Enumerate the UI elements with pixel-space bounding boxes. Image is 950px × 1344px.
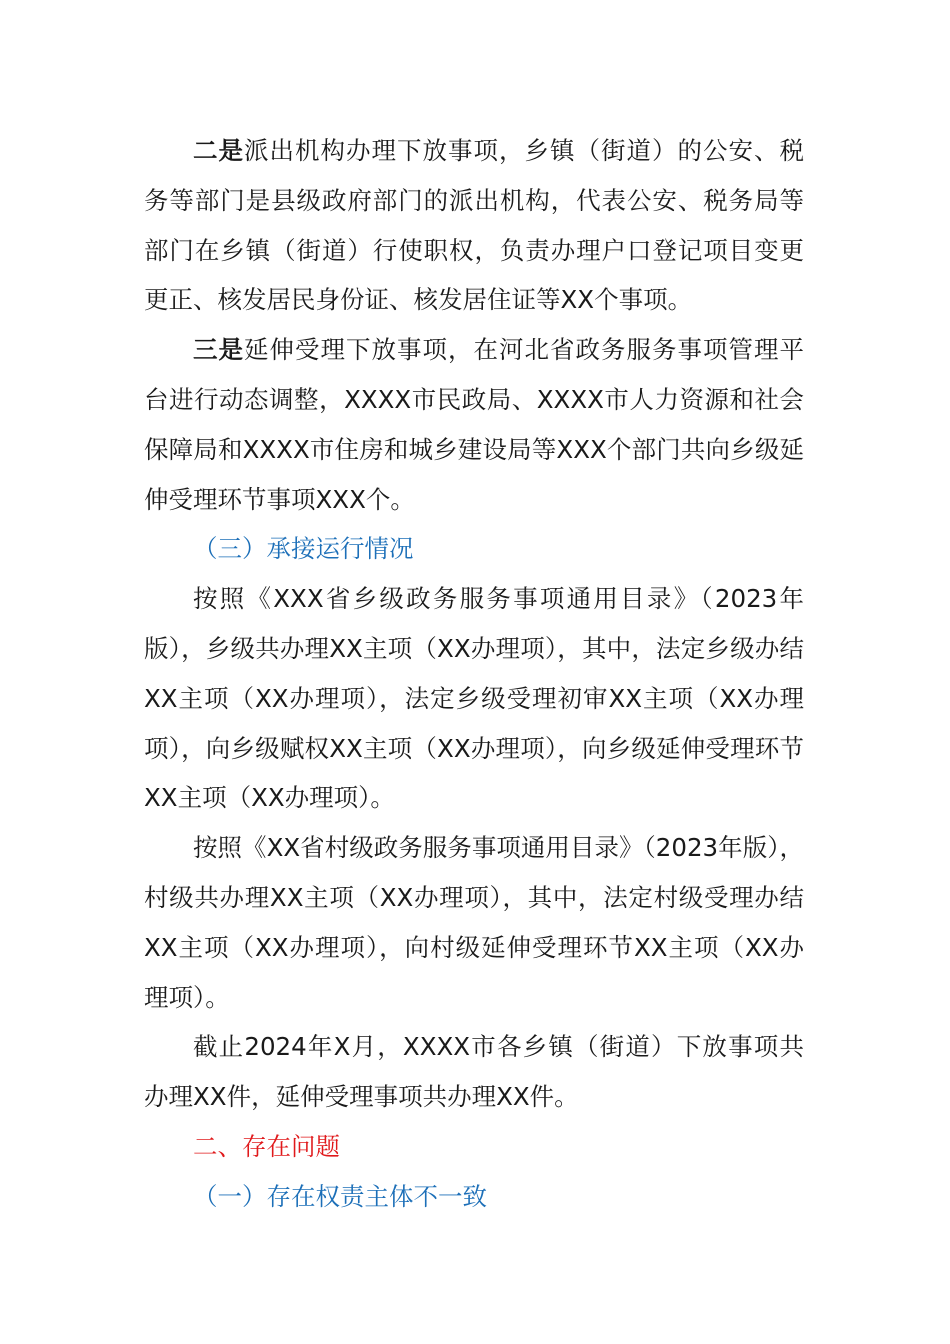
paragraph-2 [144,126,804,325]
body-paragraph: 按照《XX省村级政务服务事项通用目录》（2023年版），村级共办理XX主项（XX办理项），其中，法定村级受理办结XX主项（XX办理项），向村级延伸受理环节XX主项（XX办理项）。 [144,833,804,1012]
body-paragraph: 截止2024年X月，XXXX市各乡镇（街道）下放事项共办理XX件，延伸受理事项共办理XX件。 [144,1032,804,1112]
section-heading: （一）存在权责主体不一致 [193,1181,487,1211]
document-body [144,126,804,1222]
chapter-heading: 二、存在问题 [193,1131,340,1161]
body-paragraph: 按照《XXX省乡级政务服务事项通用目录》（2023年版），乡级共办理XX主项（XX办理项），其中，法定乡级办结XX主项（XX办理项），法定乡级受理初审XX主项（XX办理项），向乡级赋权XX主项（XX办理项），向乡级延伸受理环节XX主项（XX办理项）。 [144,584,804,813]
paragraph-lead: 二是 [193,136,244,165]
paragraph-text: 派出机构办理下放事项，乡镇（街道）的公安、税务等部门是县级政府部门的派出机构，代表公安、税务局等部门在乡镇（街道）行使职权，负责办理户口登记项目变更更正、核发居民身份证、核发居住证等XX个事项。 [144,136,804,315]
paragraph-lead: 三是 [193,335,244,365]
paragraph-3 [144,325,804,524]
section-heading: （三）承接运行情况 [193,534,414,564]
paragraph-text: 延伸受理下放事项，在河北省政务服务事项管理平台进行动态调整，XXXX市民政局、XXXX市人力资源和社会保障局和XXXX市住房和城乡建设局等XXX个部门共向乡级延伸受理环节事项XXX个。 [144,335,804,514]
